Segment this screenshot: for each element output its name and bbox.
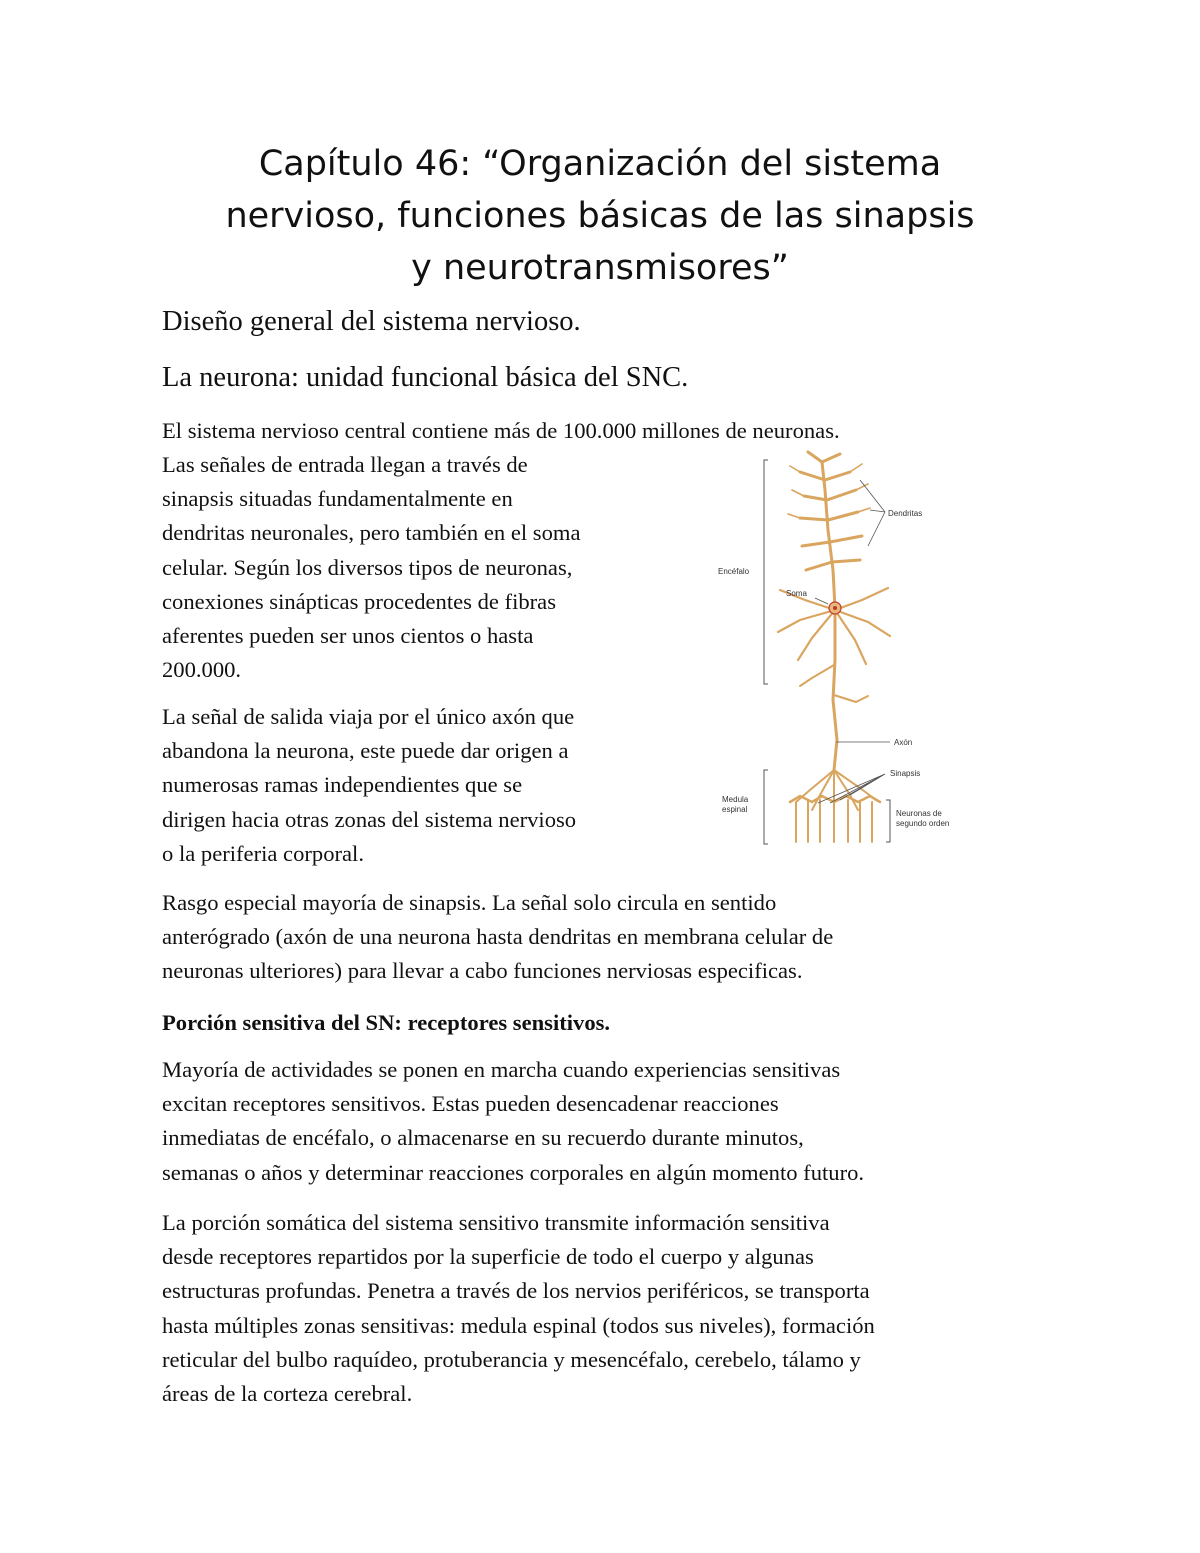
- paragraph-mayoria: [162, 1053, 864, 1190]
- section-heading-diseno: Diseño general del sistema nervioso.: [162, 306, 581, 337]
- paragraph-line: celular. Según los diversos tipos de neuronas,: [162, 554, 573, 580]
- label-soma: Soma: [786, 589, 807, 598]
- paragraph-line: Mayoría de actividades se ponen en marcha cuando experiencias sensitivas: [162, 1057, 841, 1082]
- title-line-1: Capítulo 46: “Organización del sistema: [258, 144, 942, 184]
- soma-nucleus: [833, 606, 837, 610]
- label-neuronas-1: Neuronas de: [896, 809, 942, 818]
- paragraph-line: reticular del bulbo raquídeo, protuberancia y mesencéfalo, cerebelo, tálamo y: [162, 1346, 861, 1372]
- paragraph-line: conexiones sinápticas procedentes de fibras: [162, 588, 556, 614]
- paragraph-line: sinapsis situadas fundamentalmente en: [162, 486, 513, 512]
- paragraph-line: áreas de la corteza cerebral.: [162, 1381, 413, 1407]
- intro-paragraph: El sistema nervioso central contiene más de 100.000 millones de neuronas.: [162, 418, 840, 443]
- paragraph-line: anterógrado (axón de una neurona hasta dendritas en membrana celular de: [162, 924, 834, 950]
- label-dendritas: Dendritas: [888, 509, 923, 518]
- neuron-diagram: [700, 450, 1000, 850]
- label-axon: Axón: [894, 738, 913, 747]
- paragraph-line: aferentes pueden ser unos cientos o hasta: [162, 623, 534, 649]
- paragraph-line: dendritas neuronales, pero también en el soma: [162, 520, 581, 546]
- paragraph-line: desde receptores repartidos por la superficie de todo el cuerpo y algunas: [162, 1244, 814, 1270]
- paragraph-line: semanas o años y determinar reacciones corporales en algún momento futuro.: [162, 1159, 865, 1185]
- neuron-illustration: [700, 450, 1000, 850]
- paragraph-rasgo: [162, 886, 833, 989]
- paragraph-line: neuronas ulteriores) para llevar a cabo funciones nerviosas especificas.: [162, 958, 803, 984]
- label-sinapsis: Sinapsis: [890, 769, 921, 778]
- title-line-3: y neurotransmisores”: [411, 248, 789, 288]
- label-neuronas-2: segundo orden: [896, 819, 950, 828]
- paragraph-line: numerosas ramas independientes que se: [162, 772, 523, 798]
- paragraph-porcion-somatica: [162, 1206, 875, 1411]
- paragraph-entrada: [162, 448, 580, 687]
- paragraph-line: Las señales de entrada llegan a través de: [162, 452, 528, 477]
- title-line-2: nervioso, funciones básicas de las sinapsis: [225, 196, 975, 236]
- paragraph-line: hasta múltiples zonas sensitivas: medula espinal (todos sus niveles), formación: [162, 1312, 875, 1338]
- paragraph-salida: [162, 700, 576, 871]
- paragraph-line: abandona la neurona, este puede dar origen a: [162, 738, 569, 764]
- paragraph-line: La porción somática del sistema sensitivo transmite información sensitiva: [162, 1210, 830, 1235]
- label-encefalo: Encéfalo: [718, 567, 750, 576]
- label-medula-2: espinal: [722, 805, 748, 814]
- paragraph-line: estructuras profundas. Penetra a través de los nervios periféricos, se transporta: [162, 1278, 870, 1304]
- paragraph-line: La señal de salida viaja por el único axón que: [162, 704, 575, 729]
- paragraph-line: o la periferia corporal.: [162, 840, 364, 866]
- paragraph-line: excitan receptores sensitivos. Estas pueden desencadenar reacciones: [162, 1091, 779, 1117]
- paragraph-line: dirigen hacia otras zonas del sistema nervioso: [162, 806, 577, 832]
- section-heading-neurona: La neurona: unidad funcional básica del SNC.: [162, 362, 689, 393]
- paragraph-line: Rasgo especial mayoría de sinapsis. La señal solo circula en sentido: [162, 890, 777, 915]
- bold-heading-porcion-sensitiva: Porción sensitiva del SN: receptores sensitivos.: [162, 1010, 611, 1035]
- paragraph-line: inmediatas de encéfalo, o almacenarse en su recuerdo durante minutos,: [162, 1125, 804, 1151]
- leader-lines: [815, 480, 890, 803]
- label-medula-1: Medula: [722, 795, 749, 804]
- page-title: [120, 138, 1080, 294]
- paragraph-line: 200.000.: [162, 657, 242, 683]
